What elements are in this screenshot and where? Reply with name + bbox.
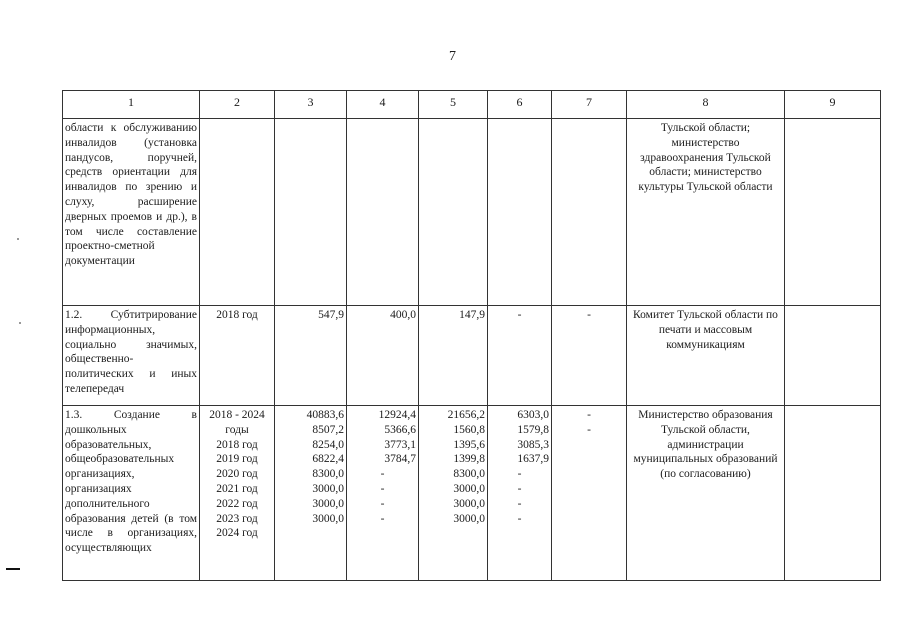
amount: 3085,3 <box>517 438 549 451</box>
amount: 400,0 <box>390 309 416 321</box>
amount: 5366,6 <box>384 423 416 436</box>
year-label: 2022 год <box>216 497 258 510</box>
amount: - <box>380 482 385 495</box>
col9-cell <box>785 119 881 306</box>
amount-total: - <box>587 409 591 421</box>
amount: 147,9 <box>459 309 485 321</box>
column-number-1: 1 <box>63 91 200 119</box>
amount: 3000,0 <box>312 497 344 510</box>
col9-cell <box>785 406 881 581</box>
federal-cell <box>347 306 419 406</box>
table-header-row <box>63 91 881 119</box>
executors-cell: Тульской области; министерство здравоохранения Тульской области; министерство культуры Тульской области <box>627 119 785 306</box>
amount: - <box>587 423 591 436</box>
amount-total: 6303,0 <box>517 409 549 421</box>
amount: - <box>517 468 522 481</box>
amount: 8507,2 <box>312 423 344 436</box>
amount: - <box>380 512 385 525</box>
total-cell <box>275 406 347 581</box>
table-row <box>63 306 881 406</box>
year-label: 2024 год <box>216 527 258 540</box>
amount: 3000,0 <box>453 497 485 510</box>
local-cell <box>488 119 552 306</box>
other-cell <box>552 119 627 306</box>
measure-name: 1.2. Субтитрирование информационных, социально значимых, общественно-политических и иных телепередач <box>63 306 200 406</box>
regional-cell <box>419 406 488 581</box>
executors-cell: Комитет Тульской области по печати и массовым коммуникациям <box>627 306 785 406</box>
amount: 3773,1 <box>384 438 416 451</box>
period-cell <box>200 119 275 306</box>
amount: - <box>517 497 522 510</box>
amount: 1637,9 <box>517 453 549 466</box>
total-cell <box>275 119 347 306</box>
period-total-label: 2018 - 2024 годы <box>209 409 265 436</box>
amount: - <box>380 468 385 481</box>
column-number-3: 3 <box>275 91 347 119</box>
amount: - <box>517 482 522 495</box>
column-number-8: 8 <box>627 91 785 119</box>
year-label: 2020 год <box>216 468 258 481</box>
amount: 547,9 <box>318 309 344 321</box>
amount: 8254,0 <box>312 438 344 451</box>
scan-speck <box>17 238 19 240</box>
column-number-6: 6 <box>488 91 552 119</box>
federal-cell <box>347 406 419 581</box>
amount: 3000,0 <box>453 482 485 495</box>
amount-total: 40883,6 <box>306 409 344 421</box>
other-cell: - <box>552 306 627 406</box>
amount: 1395,6 <box>453 438 485 451</box>
amount: 6822,4 <box>312 453 344 466</box>
col9-cell <box>785 306 881 406</box>
table-row <box>63 119 881 306</box>
page-number: 7 <box>449 49 456 64</box>
amount: 8300,0 <box>312 468 344 481</box>
year-label: 2019 год <box>216 453 258 466</box>
total-cell <box>275 306 347 406</box>
year-label: 2018 год <box>216 309 258 321</box>
amount: - <box>380 497 385 510</box>
amount: 3784,7 <box>384 453 416 466</box>
year-label: 2021 год <box>216 482 258 495</box>
scan-speck <box>19 322 21 324</box>
other-cell <box>552 406 627 581</box>
amount: 3000,0 <box>312 512 344 525</box>
scan-margin-mark <box>6 568 20 570</box>
federal-cell <box>347 119 419 306</box>
column-number-7: 7 <box>552 91 627 119</box>
amount: 1399,8 <box>453 453 485 466</box>
amount: 1579,8 <box>517 423 549 436</box>
period-cell <box>200 306 275 406</box>
year-label: 2023 год <box>216 512 258 525</box>
regional-cell <box>419 306 488 406</box>
period-cell <box>200 406 275 581</box>
amount-total: 12924,4 <box>378 409 416 421</box>
measure-name: 1.3. Создание в дошкольных образовательных, общеобразовательных организациях, организациях дополнительного образования детей (в том числе в организациях, осуществляющих <box>63 406 200 581</box>
column-number-2: 2 <box>200 91 275 119</box>
amount: 3000,0 <box>453 512 485 525</box>
local-cell <box>488 406 552 581</box>
column-number-9: 9 <box>785 91 881 119</box>
amount: - <box>517 309 522 321</box>
amount: 3000,0 <box>312 482 344 495</box>
amount: - <box>517 512 522 525</box>
executors-cell: Министерство образования Тульской области, администрации муниципальных образований (по согласованию) <box>627 406 785 581</box>
regional-cell <box>419 119 488 306</box>
amount: 8300,0 <box>453 468 485 481</box>
column-number-5: 5 <box>419 91 488 119</box>
column-number-4: 4 <box>347 91 419 119</box>
table-row <box>63 406 881 581</box>
amount-total: 21656,2 <box>447 409 485 421</box>
measure-name: области к обслуживанию инвалидов (установка пандусов, поручней, средств ориентации для инвалидов по зрению и слуху, расширение дверных проемов и др.), в том числе составление проектно-сметной документации <box>63 119 200 306</box>
year-label: 2018 год <box>216 438 258 451</box>
local-cell <box>488 306 552 406</box>
program-table <box>62 90 881 581</box>
amount: 1560,8 <box>453 423 485 436</box>
